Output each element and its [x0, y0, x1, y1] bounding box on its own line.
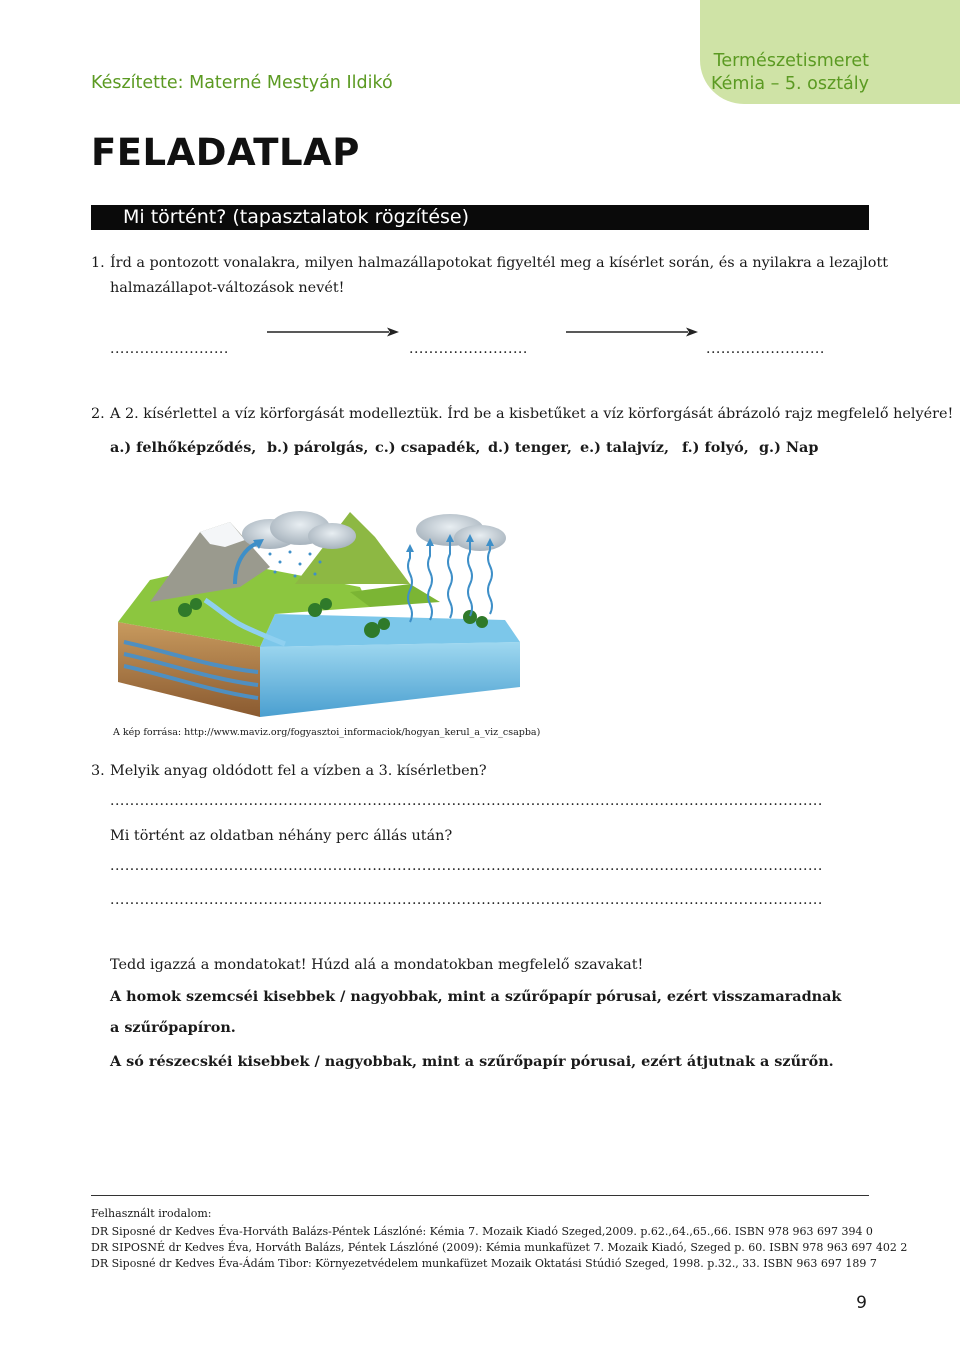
q2-number: 2. [91, 406, 105, 422]
page-number: 9 [856, 1293, 867, 1313]
arrow-1[interactable] [265, 324, 401, 340]
q3-number: 3. [91, 763, 105, 779]
q1-text-line2: halmazállapot-változások nevét! [110, 280, 345, 296]
q3-question-1: Melyik anyag oldódott fel a vízben a 3. kísérletben? [110, 763, 487, 779]
references-heading: Felhasznált irodalom: [91, 1207, 212, 1220]
q3-answer-line-2[interactable]: ................................................................................................................................................ [110, 858, 823, 874]
q3-sentence-2[interactable]: A só részecskéi kisebbek / nagyobbak, mint a szűrőpapír pórusai, ezért átjutnak a szűrőn. [110, 1053, 834, 1070]
evaporation-arrows [408, 540, 492, 622]
q2-label-e: e.) talajvíz, [580, 439, 669, 456]
subject-line-1: Természetismeret [713, 51, 869, 71]
arrow-2[interactable] [564, 324, 700, 340]
q2-label-a: a.) felhőképződés, [110, 439, 257, 456]
sea-block [260, 614, 520, 717]
q1-number: 1. [91, 255, 105, 271]
reference-item: DR SIPOSNÉ dr Kedves Éva, Horváth Balázs, Péntek Lászlóné (2009): Kémia munkafüzet 7. Mozaik Kiadó, Szeged p. 60. ISBN 978 963 697 402 2 [91, 1241, 908, 1254]
author-label: Készítette: Materné Mestyán Ildikó [91, 73, 393, 93]
q2-label-f: f.) folyó, [682, 439, 749, 456]
reference-item: DR Siposné dr Kedves Éva-Ádám Tibor: Környezetvédelem munkafüzet Mozaik Oktatási Stúdió Szeged, 1998. p.32., 33. ISBN 963 697 189 7 [91, 1257, 877, 1270]
q3-sentence-1-line-2[interactable]: a szűrőpapíron. [110, 1019, 236, 1036]
q1-blank-1[interactable]: ........................ [110, 341, 229, 357]
q2-label-c: c.) csapadék, [375, 439, 481, 456]
q3-instruction: Tedd igazzá a mondatokat! Húzd alá a mondatokban megfelelő szavakat! [110, 957, 644, 973]
q3-sentence-1-line-1[interactable]: A homok szemcséi kisebbek / nagyobbak, mint a szűrőpapír pórusai, ezért visszamaradnak [110, 988, 842, 1005]
subject-label [711, 50, 869, 96]
section-bar: Mi történt? (tapasztalatok rögzítése) [91, 205, 869, 230]
q2-label-d: d.) tenger, [488, 439, 572, 456]
reference-item: DR Siposné dr Kedves Éva-Horváth Balázs-Péntek Lászlóné: Kémia 7. Mozaik Kiadó Szeged,2009. p.62.,64.,65.,66. ISBN 978 963 697 394 0 [91, 1225, 873, 1238]
q1-text-line1: Írd a pontozott vonalakra, milyen halmazállapotokat figyeltél meg a kísérlet során, és a nyilakra a lezajlott [110, 255, 889, 271]
q3-answer-line-3[interactable]: ................................................................................................................................................ [110, 892, 823, 908]
water-cycle-illustration [110, 492, 530, 724]
image-source: A kép forrása: http://www.maviz.org/fogyasztoi_informaciok/hogyan_kerul_a_viz_csapba) [113, 727, 541, 738]
q1-blank-3[interactable]: ........................ [706, 341, 825, 357]
q1-blank-2[interactable]: ........................ [409, 341, 528, 357]
references-divider [91, 1195, 869, 1196]
q3-answer-line-1[interactable]: ................................................................................................................................................ [110, 793, 823, 809]
q3-question-2: Mi történt az oldatban néhány perc állás után? [110, 828, 453, 844]
page-title: FELADATLAP [91, 131, 360, 174]
q2-text: A 2. kísérlettel a víz körforgását modelleztük. Írd be a kisbetűket a víz körforgását ábrázoló rajz megfelelő helyére! [110, 406, 954, 422]
q2-label-b: b.) párolgás, [267, 439, 369, 456]
q2-label-g: g.) Nap [759, 439, 819, 456]
subject-line-2: Kémia – 5. osztály [711, 74, 869, 94]
